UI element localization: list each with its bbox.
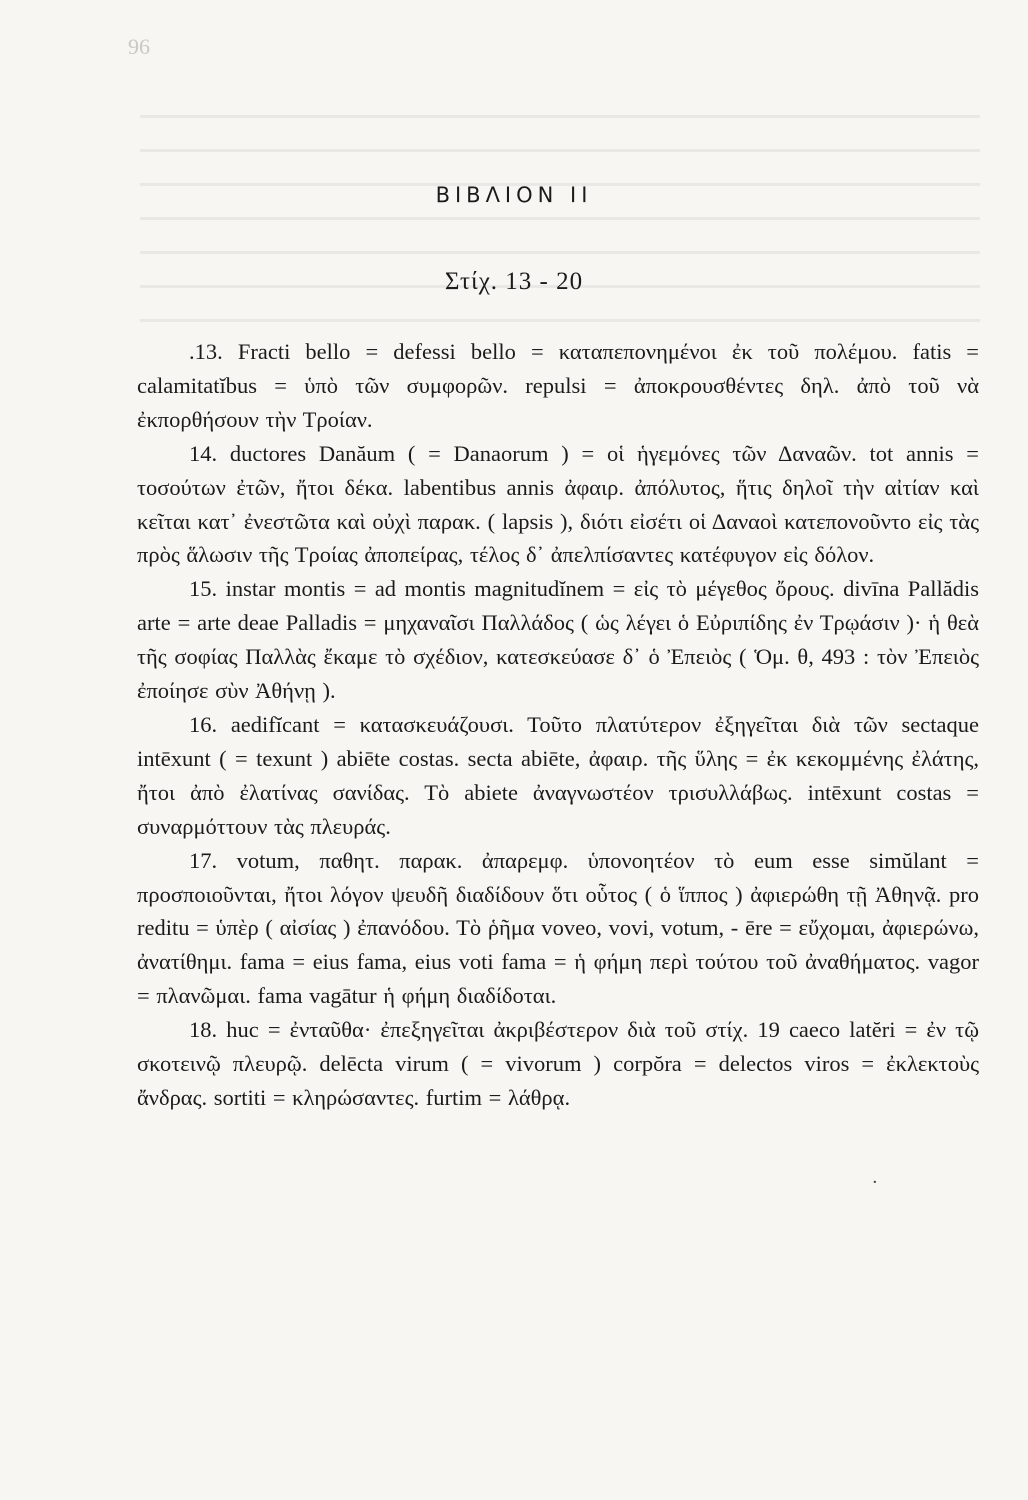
commentary-body: [137, 335, 979, 1115]
verse-range: Στίχ. 13 - 20: [444, 268, 584, 295]
show-through-texture: [140, 95, 980, 335]
note-13: .13. Fracti bello = defessi bello = καταπεπονημένοι ἐκ τοῦ πολέμου. fatis = calamitatĭbus = ὑπὸ τῶν συμφορῶν. repulsi = ἀποκρουσθέντες δηλ. ἀπὸ τοῦ νὰ ἐκπορθήσουν τὴν Τροίαν.: [137, 339, 979, 432]
note-15: 15. instar montis = ad montis magnitudĭnem = εἰς τὸ μέγεθος ὄρους. divīna Pallădis arte = arte deae Palladis = μηχαναῖσι Παλλάδος ( ὡς λέγει ὁ Εὐριπίδης ἐν Τρῳάσιν )· ἡ θεὰ τῆς σοφίας Παλλὰς ἔκαμε τὸ σχέδιον, κατεσκεύασε δ᾽ ὁ Ἐπειὸς ( Ὁμ. θ, 493 : τὸν Ἐπειὸς ἐποίησε σὺν Ἀθήνῃ ).: [137, 576, 979, 704]
note-17: 17. votum, παθητ. παρακ. ἀπαρεμφ. ὑπονοητέον τὸ eum esse simŭlant = προσποιοῦνται, ἤτοι λόγον ψευδῆ διαδίδουν ὅτι οὗτος ( ὁ ἵππος ) ἀφιερώθη τῇ Ἀθηνᾷ. pro reditu = ὑπὲρ ( αἰσίας ) ἐπανόδου. Τὸ ῥῆμα voveo, vovi, votum, - ēre = εὔχομαι, ἀφιερώνω, ἀνατίθημι. fama = eius fama, eius voti fama = ἡ φήμη περὶ τούτου τοῦ ἀναθήματος. vagor = πλανῶμαι. fama vagātur ἡ φήμη διαδίδοται.: [137, 847, 979, 1009]
note-16: 16. aedifĭcant = κατασκευάζουσι. Τοῦτο πλατύτερον ἐξηγεῖται διὰ τῶν sectaque intēxunt ( = texunt ) abiēte costas. secta abiēte, ἀφαιρ. τῆς ὕλης = ἐκ κεκομμένης ἐλάτης, ἤτοι ἀπὸ ἐλατίνας σανίδας. Τὸ abiete ἀναγνωστέον τρισυλλάβως. intēxunt costas = συναρμόττουν τὰς πλευράς.: [137, 711, 979, 839]
book-title: ΒΙΒΛΙΟΝ ΙΙ: [435, 183, 593, 207]
bleed-through-mark: 96: [128, 34, 150, 59]
stray-ink-mark: ·: [872, 1172, 878, 1193]
note-18: 18. huc = ἐνταῦθα· ἐπεξηγεῖται ἀκριβέστερον διὰ τοῦ στίχ. 19 caeco latĕri = ἐν τῷ σκοτεινῷ πλευρῷ. delēcta virum ( = vivorum ) corpŏra = delectos viros = ἐκλεκτοὺς ἄνδρας. sortiti = κληρώσαντες. furtim = λάθρᾳ.: [137, 1017, 979, 1110]
note-14: 14. ductores Danăum ( = Danaorum ) = οἱ ἡγεμόνες τῶν Δαναῶν. tot annis = τοσούτων ἐτῶν, ἤτοι δέκα. labentibus annis ἀφαιρ. ἀπόλυτος, ἥτις δηλοῖ τὴν αἰτίαν καὶ κεῖται κατ᾽ ἐνεστῶτα καὶ οὐχὶ παρακ. ( lapsis ), διότι εἰσέτι οἱ Δαναοὶ κατεπονοῦντο εἰς τὰς πρὸς ἅλωσιν τῆς Τροίας ἀποπείρας, τέλος δ᾽ ἀπελπίσαντες κατέφυγον εἰς δόλον.: [137, 440, 979, 568]
